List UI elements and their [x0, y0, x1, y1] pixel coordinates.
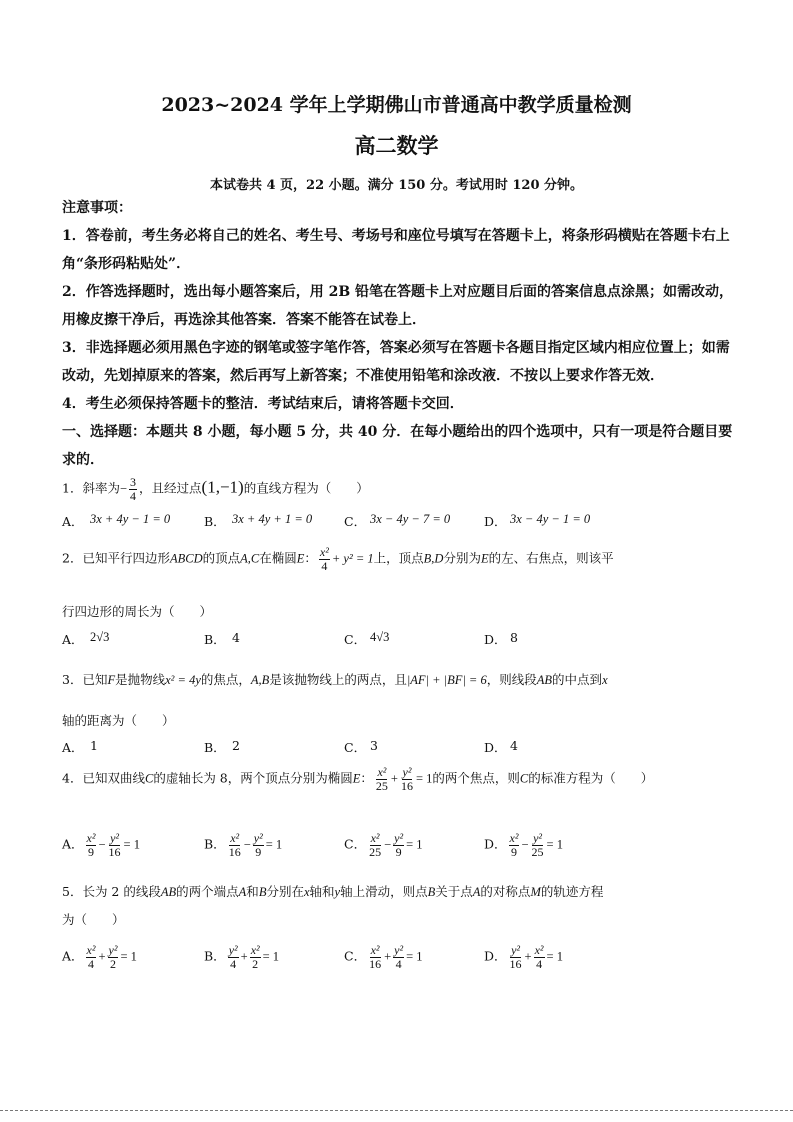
q5-b-n2: x² [250, 943, 260, 957]
q5-text-8: 的对称点 [480, 884, 531, 899]
q5-d-d1: 16 [509, 956, 522, 971]
q2-option-b-label: B． [204, 632, 226, 647]
q4-frac-1 [375, 766, 389, 792]
q2-option-a: 2√3 [90, 630, 110, 644]
q4-d-d2: 25 [531, 844, 544, 859]
q1-option-c: 3x − 4y − 7 = 0 [370, 512, 451, 526]
q5-b-d2: 2 [252, 956, 259, 971]
q4-d-n2: y² [533, 831, 542, 845]
q4-option-b [204, 832, 282, 858]
q1-option-a: 3x + 4y − 1 = 0 [90, 512, 171, 526]
q4-option-d-label: D． [484, 836, 507, 852]
q1-slope-denominator: 4 [130, 488, 137, 503]
q5-x: x [303, 885, 310, 899]
q2-ellipse-fraction [319, 546, 330, 572]
q3-text-5: ，则线段 [486, 672, 537, 687]
q1-slope-sign: − [119, 481, 128, 496]
q1-point: (1,−1) [201, 477, 244, 497]
notice-item-3: 3．非选择题必须用黑色字迹的钢笔或签字笔作答，答案必须写在答题卡各题目指定区域内相应位置上；如需改动，先划掉原来的答案，然后再写上新答案；不准使用铅笔和涂改液．不按以上要求作答无效． [62, 340, 730, 384]
q2-text-4: 上，顶点 [373, 550, 424, 566]
q1-option-b-label: B． [204, 514, 226, 529]
q4-a-minus: − [98, 837, 106, 852]
q3-segment: AB [536, 673, 553, 687]
q4-d-rhs: = 1 [546, 837, 563, 852]
q5-a-d1: 4 [88, 956, 94, 971]
page-bottom-rule [0, 1110, 793, 1111]
q1-option-b: 3x + 4y + 1 = 0 [232, 512, 313, 526]
question-2 [62, 546, 614, 572]
q2-ellipse-rest: + y² = 1 [331, 551, 374, 566]
q3-ab: A,B [250, 673, 270, 687]
q2-option-d: 8 [510, 630, 518, 645]
q5-ab: AB [160, 885, 177, 899]
q5-d-rhs: = 1 [546, 949, 563, 964]
q5-option-b [204, 944, 279, 970]
question-1 [62, 476, 369, 502]
q4-a-n2: y² [110, 831, 119, 845]
question-4 [62, 766, 653, 792]
q4-d-n1: x² [509, 831, 519, 845]
exam-intro: 本试卷共 4 页，22 小题。满分 150 分。考试用时 120 分钟。 [209, 178, 584, 193]
q4-b-d2: 9 [255, 844, 262, 859]
q4-plus: + [390, 771, 398, 786]
q5-line-2: 为（ ） [62, 912, 125, 927]
q2-option-a-label: A． [62, 632, 84, 647]
q4-eq: = 1 [415, 771, 433, 786]
q2-ellipse-name-2: E [480, 551, 489, 566]
q3-option-c-label: C． [344, 740, 367, 755]
q4-c-d2: 9 [395, 844, 402, 859]
q5-d-plus: + [524, 949, 532, 964]
q5-b: B [258, 885, 267, 899]
q5-c-n2: y² [394, 943, 404, 957]
q5-text-4: 分别在 [266, 884, 304, 899]
q4-option-b-label: B． [204, 836, 226, 852]
q2-text-5: 分别为 [443, 550, 481, 566]
q3-x: x [602, 673, 608, 687]
q5-option-b-label: B． [204, 948, 226, 964]
q3-parabola: x² = 4y [165, 673, 201, 687]
q4-a-n1: x² [86, 831, 96, 845]
q3-line-2: 轴的距离为（ ） [62, 713, 175, 728]
q4-c-n2: y² [394, 831, 404, 845]
q4-a-d1: 9 [88, 844, 94, 859]
q2-text-3: 在椭圆 [259, 550, 297, 566]
q2-line-2: 行四边形的周长为（ ） [62, 604, 213, 619]
q5-c-rhs: = 1 [406, 949, 423, 964]
q4-c-d1: 25 [369, 844, 382, 859]
q1-option-d-label: D． [484, 514, 507, 529]
q4-text-2: 的虚轴长为 8，两个顶点分别为椭圆 [153, 770, 353, 786]
q5-d-n2: x² [534, 943, 544, 957]
q5-c-plus: + [384, 949, 392, 964]
q1-text-3: 的直线方程为（ ） [243, 480, 369, 496]
q5-d-n1: y² [511, 943, 520, 957]
q5-y: y [334, 885, 341, 899]
q5-a-d2: 2 [110, 956, 116, 971]
q2-text-2: 的顶点 [202, 550, 241, 566]
notice-heading: 注意事项： [62, 200, 132, 216]
question-3 [62, 670, 608, 688]
q4-option-a-label: A． [62, 836, 84, 852]
q4-c-n1: x² [370, 831, 380, 845]
q4-text-1: 4．已知双曲线 [62, 770, 145, 786]
exam-subject: 高二数学 [354, 133, 439, 158]
notice-item-2: 2．作答选择题时，选出每小题答案后，用 2B 铅笔在答题卡上对应题目后面的答案信息点涂黑；如需改动，用橡皮擦干净后，再选涂其他答案．答案不能答在试卷上． [62, 284, 734, 328]
q5-b-n1: y² [228, 943, 238, 957]
notice-item-4: 4．考生必须保持答题卡的整洁．考试结束后，请将答题卡交回． [62, 396, 464, 412]
q5-option-a [62, 944, 137, 970]
q3-text-3: 的焦点， [200, 672, 251, 687]
q3-text-4: 是该抛物线上的两点，且 [269, 672, 407, 687]
q5-text-7: 关于点 [435, 884, 473, 899]
q4-frac-2 [400, 766, 414, 792]
q5-a2: A [472, 885, 481, 899]
q5-option-c [344, 944, 423, 970]
notice-item-1: 1．答卷前，考生务必将自己的姓名、考生号、考场号和座位号填写在答题卡上，将条形码横贴在答题卡右上角“条形码粘贴处”． [62, 228, 730, 272]
q5-b-plus: + [240, 949, 248, 964]
q1-option-d: 3x − 4y − 1 = 0 [510, 512, 591, 526]
q5-option-d-label: D． [484, 948, 507, 964]
q5-c-n1: x² [370, 943, 380, 957]
q2-frac-den: 4 [321, 558, 328, 573]
q5-text-2: 的两个端点 [176, 884, 239, 899]
q4-frac-1-den: 25 [375, 778, 388, 793]
q3-option-a-label: A． [62, 740, 84, 755]
q5-c-d1: 16 [369, 956, 382, 971]
q2-abcd: ABCD [169, 551, 203, 566]
q4-option-c-label: C． [344, 836, 367, 852]
q1-slope-fraction [129, 476, 137, 502]
q2-option-b: 4 [232, 630, 240, 645]
q2-option-c: 4√3 [370, 630, 390, 644]
q4-option-c [344, 832, 423, 858]
q4-b-n1: x² [230, 831, 240, 845]
q4-option-d [484, 832, 563, 858]
q4-frac-2-num: y² [402, 765, 412, 779]
q5-text-1: 5．长为 2 的线段 [62, 884, 161, 899]
q4-b-rhs: = 1 [265, 837, 283, 852]
q2-ellipse-name: E [296, 551, 305, 566]
q4-c-rhs: = 1 [406, 837, 423, 852]
q5-a: A [238, 885, 247, 899]
exam-title: 2023~2024 学年上学期佛山市普通高中教学质量检测 [161, 94, 632, 116]
q4-frac-2-den: 16 [400, 778, 413, 793]
q2-frac-num: x² [319, 545, 329, 559]
q4-b-n2: y² [253, 831, 263, 845]
q1-text-1: 1．斜率为 [62, 480, 120, 496]
q4-a-rhs: = 1 [123, 837, 140, 852]
q4-b-d1: 16 [228, 844, 241, 859]
q2-text-6: 的左、右焦点，则该平 [488, 550, 614, 566]
q2-ac: A,C [240, 551, 260, 566]
notice-block [62, 194, 742, 474]
section-heading: 一、选择题：本题共 8 小题，每小题 5 分，共 40 分．在每小题给出的四个选项中，只有一项是符合题目要求的． [62, 424, 733, 468]
q3-text-2: 是抛物线 [115, 672, 166, 687]
q1-slope-numerator: 3 [130, 475, 137, 489]
q5-text-5: 轴和 [309, 884, 335, 899]
q4-option-a [62, 832, 140, 858]
q3-text-1: 3．已知 [62, 672, 108, 687]
q5-a-rhs: = 1 [120, 949, 137, 964]
question-5 [62, 882, 603, 900]
q5-text-9: 的轨迹方程 [540, 884, 604, 899]
q3-condition: |AF| + |BF| = 6 [406, 673, 487, 687]
q3-option-b-label: B． [204, 740, 226, 755]
q2-bd: B,D [423, 551, 444, 566]
q4-d-d1: 9 [511, 844, 517, 859]
q4-text-3: 的两个焦点，则 [432, 770, 520, 786]
q4-a-d2: 16 [108, 844, 121, 859]
q2-colon: ： [304, 550, 317, 566]
q5-a-n1: x² [86, 943, 96, 957]
q3-text-6: 的中点到 [552, 672, 603, 687]
q1-option-a-label: A． [62, 514, 84, 529]
q3-option-d: 4 [510, 738, 518, 753]
q2-text-1: 2．已知平行四边形 [62, 550, 170, 566]
q4-colon: ： [360, 770, 373, 786]
q5-b-rhs: = 1 [262, 949, 280, 964]
q3-option-a: 1 [90, 738, 98, 753]
q3-option-c: 3 [370, 738, 378, 753]
q5-option-d [484, 944, 563, 970]
q3-option-b: 2 [232, 738, 240, 753]
q2-option-c-label: C． [344, 632, 367, 647]
q4-text-4: 的标准方程为（ ） [528, 770, 654, 786]
q5-b2: B [427, 885, 436, 899]
q4-c-minus: − [384, 837, 392, 852]
q5-m: M [530, 885, 541, 899]
q1-text-2: ，且经过点 [139, 480, 202, 496]
q5-option-a-label: A． [62, 948, 84, 964]
q4-c2: C [519, 771, 529, 786]
q5-text-3: 和 [246, 884, 259, 899]
q4-d-minus: − [521, 837, 529, 852]
q5-c-d2: 4 [395, 956, 402, 971]
q3-option-d-label: D． [484, 740, 507, 755]
q1-option-c-label: C． [344, 514, 367, 529]
q5-a-plus: + [98, 949, 106, 964]
q5-option-c-label: C． [344, 948, 367, 964]
q4-c: C [144, 771, 154, 786]
q4-b-minus: − [243, 837, 251, 852]
q4-frac-1-num: x² [377, 765, 387, 779]
q4-ellipse-name: E [352, 771, 361, 786]
q2-option-d-label: D． [484, 632, 507, 647]
q5-b-d1: 4 [230, 956, 237, 971]
q5-d-d2: 4 [536, 956, 543, 971]
q5-text-6: 轴上滑动，则点 [340, 884, 428, 899]
q5-a-n2: y² [108, 943, 118, 957]
q3-focus: F [107, 673, 116, 687]
